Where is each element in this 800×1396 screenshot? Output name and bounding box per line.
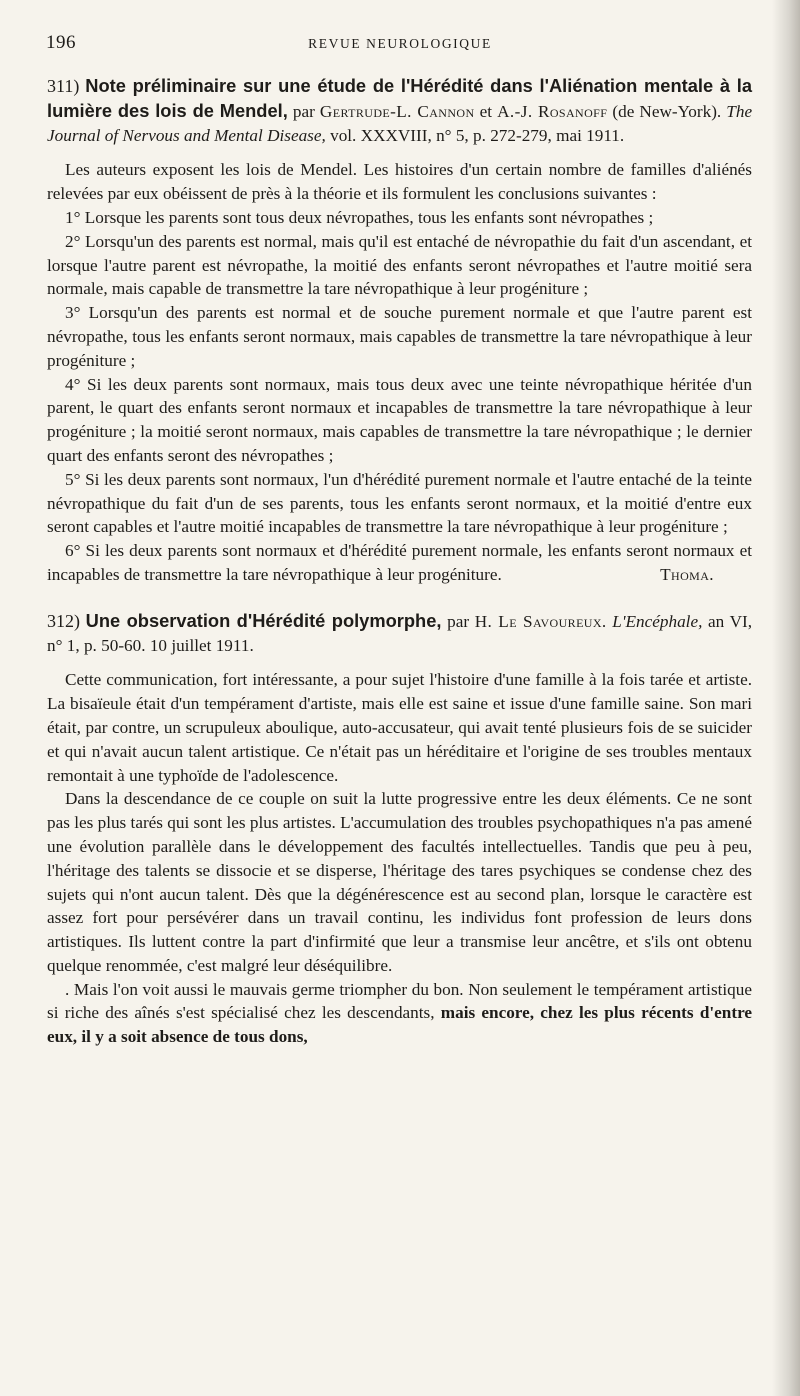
abstract-entry-312 bbox=[47, 609, 752, 1049]
paragraph: 5° Si les deux parents sont normaux, l'un d'hérédité purement normale et l'autre entaché de la teinte névropathique du fait d'un de ses parents, tous les enfants seront normaux, et la moitié d'entre eux seront capables et l'autre moitié incapables de transmettre la tare névropathique à leur progéniture ; bbox=[47, 469, 752, 537]
affiliation: (de New-York). bbox=[612, 101, 722, 121]
journal-name: The Journal of Nervous and Mental Disease, bbox=[47, 101, 753, 145]
reviewer-signature: Thoma. bbox=[660, 564, 714, 584]
running-title: REVUE NEUROLOGIQUE bbox=[308, 36, 492, 51]
paragraph: Cette communication, fort intéressante, a pour sujet l'histoire d'une famille à la fois tarée et artiste. La bisaïeule était d'un tempérament d'artiste, mais elle est saine et issue d'une famille saine. Son mari était, par contre, un scrupuleux aboulique, auto-accusateur, qui avait tenté plusieurs fois de se suicider et qui n'avait aucun talent artistique. Ce n'était pas un héréditaire et l'origine de ses troubles mentaux remontait à une typhoïde de l'adolescence. bbox=[47, 670, 752, 785]
paragraph: 1° Lorsque les parents sont tous deux névropathes, tous les enfants sont névropathes ; bbox=[65, 207, 654, 227]
paragraph: 3° Lorsqu'un des parents est normal et de souche purement normale et que l'autre parent est névropathe, tous les enfants seront normaux, mais capables de transmettre la tare névropathique à leur progéniture ; bbox=[47, 303, 752, 370]
by-word: par bbox=[447, 611, 470, 631]
author-name: Gertrude-L. Cannon bbox=[319, 101, 475, 121]
journal-name: L'Encéphale, bbox=[612, 611, 703, 631]
citation: vol. XXXVIII, n° 5, p. 272-279, mai 1911. bbox=[330, 125, 625, 145]
abstract-entry-311 bbox=[47, 74, 752, 587]
paragraph-text-bold: mais encore, chez les plus récents d'entre eux, il y a soit absence de tous dons, bbox=[47, 1003, 753, 1047]
paragraph bbox=[47, 539, 752, 587]
paragraph: Dans la descendance de ce couple on suit la lutte progressive entre les deux éléments. Ce ne sont pas les plus tarés qui sont les plus artistes. L'accumulation des troubles psychopathiques n'a pas amené une évolution parallèle dans le développement des facultés intellectuelles. Tandis que peu à peu, l'héritage des talents se dissocie et se disperse, l'héritage des tares psychiques se condense chez des sujets qui n'ont aucun talent. Dès que la dégénérescence est au second plan, lorsque le caractère est assez fort pour persévérer dans un travail continu, les individus font profession de leurs dons artistiques. Ils luttent contre la part d'infirmité que leur a transmise leur ancêtre, et s'ils ont obtenu quelque renommée, c'est malgré leur déséquilibre. bbox=[47, 789, 752, 975]
paragraph: Les auteurs exposent les lois de Mendel. Les histoires d'un certain nombre de familles d'aliénés relevées par eux obéissent de près à la théorie et ils formulent les conclusions suivantes : bbox=[47, 160, 752, 204]
entry-title: Note préliminaire sur une étude de l'Hérédité dans l'Aliénation mentale à la lumière des lois de Mendel, bbox=[47, 75, 752, 121]
paragraph: 2° Lorsqu'un des parents est normal, mais qu'il est entaché de névropathie du fait d'un ascendant, et lorsque l'autre parent est névropathe, la moitié des enfants seront névropathes et l'autre moitié sera normale, mais capable de transmettre la tare névropathique à leur progéniture ; bbox=[47, 231, 752, 299]
entry-heading bbox=[47, 74, 752, 147]
paragraph-text: 6° Si les deux parents sont normaux et d'hérédité purement normale, les enfants seront normaux et incapables de transmettre la tare névropathique à leur progéniture. bbox=[47, 541, 752, 584]
author-name: A.-J. Rosanoff bbox=[497, 101, 608, 121]
page-number: 196 bbox=[46, 32, 76, 53]
author-name: H. Le Savoureux. bbox=[474, 611, 607, 631]
page-edge-shadow bbox=[772, 0, 800, 1396]
paragraph bbox=[47, 978, 752, 1049]
paragraph: 4° Si les deux parents sont normaux, mais tous deux avec une teinte névropathique héritée d'un parent, le quart des enfants seront normaux et incapables de transmettre la tare névropathique à leur progéniture ; la moitié seront normaux, mais capables de transmettre la tare névropathique ; le dernier quart des enfants seront des névropathes ; bbox=[47, 374, 752, 465]
and-word: et bbox=[479, 101, 493, 121]
paragraph-text: . Mais l'on voit aussi le mauvais germe triompher du bon. Non seulement le tempérament artistique si riche des aînés s'est spécialisé chez les descendants, bbox=[47, 979, 752, 1023]
entry-number: 312) bbox=[47, 610, 80, 631]
entry-title: Une observation d'Hérédité polymorphe, bbox=[85, 609, 442, 631]
entry-heading bbox=[47, 609, 752, 658]
citation: an VI, n° 1, p. 50-60. 10 juillet 1911. bbox=[47, 611, 753, 655]
entry-number: 311) bbox=[47, 76, 80, 96]
by-word: par bbox=[292, 101, 315, 121]
page-content bbox=[47, 74, 752, 1049]
